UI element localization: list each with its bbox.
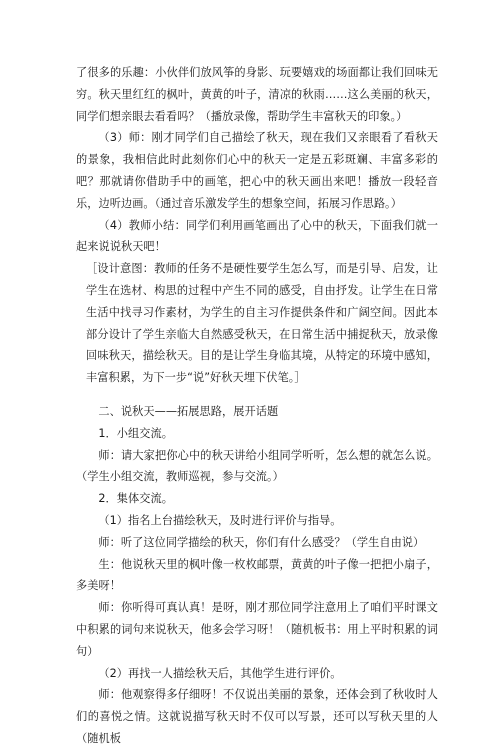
design-intent-block: ［设计意图：教师的任务不是硬性要学生怎么写，而是引导、启发，让学生在选材、构思的过程中产生不同的感受，自由抒发。让学生在日常生活中找寻习作素材，为学生的自主习作提供条件和广阔空间。因此本部分设计了学生亲临大自然感受秋天，在日常生活中捕捉秋天，放录像回味秋天，描绘秋天。目的是让学生身临其境，从特定的环境中感知，丰富积累，为下一步“说”好秋天埋下伏笔。］ <box>86 262 438 385</box>
paragraph: （3）师：刚才同学们自己描绘了秋天，现在我们又亲眼看了看秋天的景象，我相信此时此刻你们心中的秋天一定是五彩斑斓、丰富多彩的吧？那就请你借助手中的画笔，把心中的秋天画出来吧！播放一段轻音乐，边听边画。（通过音乐激发学生的想象空间，拓展习作思路。） <box>76 131 438 210</box>
paragraph: （1）指名上台描绘秋天，及时进行评价与指导。 <box>98 513 342 527</box>
subheading: 2．集体交流。 <box>98 492 173 506</box>
paragraph: （2）再找一人描绘秋天后，其他学生进行评价。 <box>98 666 342 680</box>
paragraph: 师：你听得可真认真！是呀，刚才那位同学注意用上了咱们平时课文中积累的词句来说秋天，他多会学习呀！（随机板书：用上平时积累的词句） <box>76 601 438 658</box>
subheading: 1．小组交流。 <box>98 426 173 440</box>
paragraph: 师：请大家把你心中的秋天讲给小组同学听听，怎么想的就怎么说。（学生小组交流，教师巡视，参与交流。） <box>76 448 438 484</box>
paragraph: 师：听了这位同学描绘的秋天，你们有什么感受？（学生自由说） <box>98 535 425 549</box>
body-text <box>76 62 438 750</box>
paragraph: 生：他说秋天里的枫叶像一枚枚邮票，黄黄的叶子像一把把小扇子，多美呀！ <box>76 557 438 593</box>
section-heading: 二、说秋天——拓展思路，展开话题 <box>98 404 279 418</box>
paragraph: 师：他观察得多仔细呀！不仅说出美丽的景象，还体会到了秋收时人们的喜悦之情。这就说描写秋天时不仅可以写景，还可以写秋天里的人（随机板 <box>76 688 438 745</box>
paragraph: 了很多的乐趣：小伙伴们放风筝的身影、玩要嬉戏的场面都让我们回味无穷。秋天里红红的枫叶，黄黄的叶子，清凉的秋雨……这么美丽的秋天，同学们想亲眼去看看吗？（播放录像，帮助学生丰富秋天的印象。） <box>76 66 438 123</box>
paragraph: （4）教师小结：同学们利用画笔画出了心中的秋天，下面我们就一起来说说秋天吧！ <box>76 218 438 254</box>
spacer <box>76 389 438 401</box>
